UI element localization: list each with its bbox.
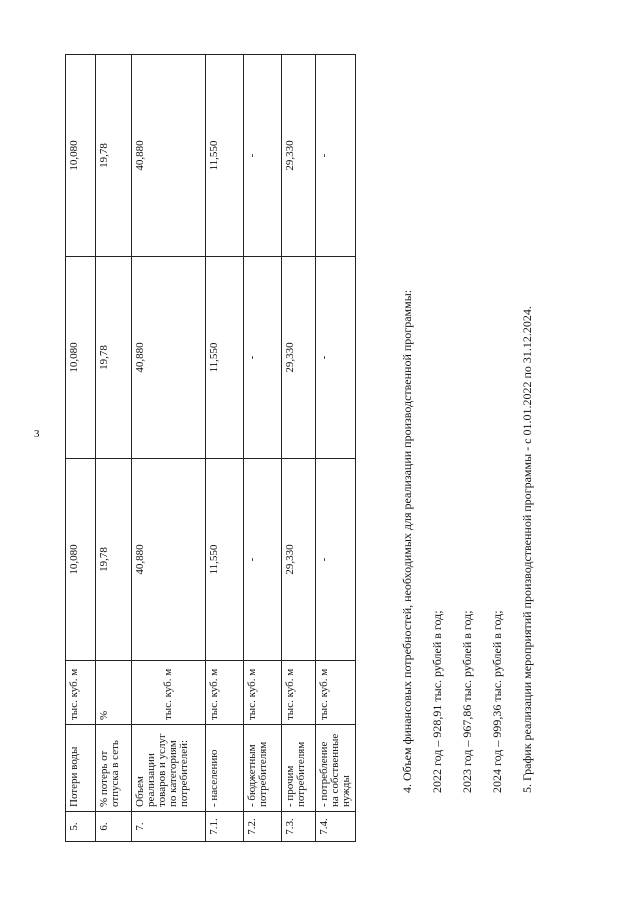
financial-line-2023: 2023 год – 967,86 тыс. рублей в год; <box>460 610 474 793</box>
production-program-table <box>65 54 356 842</box>
row-unit: тыс. куб. м <box>132 661 206 725</box>
row-number: 7.2. <box>244 812 282 842</box>
value-2022: 11,550 <box>206 459 244 661</box>
row-unit: тыс. куб. м <box>244 661 282 725</box>
row-indicator: - потребление на собственные нужды <box>316 725 356 812</box>
row-indicator: % потерь от отпуска в сеть <box>96 725 132 812</box>
row-number: 7.1. <box>206 812 244 842</box>
value-2022: 10,080 <box>66 459 96 661</box>
financial-line-2024: 2024 год – 999,36 тыс. рублей в год; <box>490 610 504 793</box>
page-number: 3 <box>34 428 40 440</box>
value-2023: 19,78 <box>96 257 132 459</box>
table-row <box>206 55 244 842</box>
row-number: 7.4. <box>316 812 356 842</box>
row-unit: тыс. куб. м <box>206 661 244 725</box>
program-text <box>400 33 535 793</box>
value-2022: 40,880 <box>132 459 206 661</box>
row-indicator: - прочим потребителям <box>282 725 316 812</box>
value-2023: - <box>244 257 282 459</box>
row-indicator: Потери воды <box>66 725 96 812</box>
value-2024: 40,880 <box>132 55 206 257</box>
table-row <box>132 55 206 842</box>
value-2022: - <box>244 459 282 661</box>
value-2024: 29,330 <box>282 55 316 257</box>
value-2022: 19,78 <box>96 459 132 661</box>
value-2024: 10,080 <box>66 55 96 257</box>
value-2024: 19,78 <box>96 55 132 257</box>
schedule-paragraph: 5. График реализации мероприятий производственной программы - с 01.01.2022 по 31.12.2024. <box>520 306 534 793</box>
value-2022: - <box>316 459 356 661</box>
row-number: 7.3. <box>282 812 316 842</box>
value-2023: 11,550 <box>206 257 244 459</box>
row-unit: % <box>96 661 132 725</box>
financial-line-2022: 2022 год – 928,91 тыс. рублей в год; <box>430 610 444 793</box>
table-row <box>66 55 96 842</box>
row-number: 6. <box>96 812 132 842</box>
row-unit: тыс. куб. м <box>316 661 356 725</box>
financial-needs-heading: 4. Объем финансовых потребностей, необходимых для реализации производственной программы: <box>400 289 414 793</box>
value-2023: 40,880 <box>132 257 206 459</box>
value-2024: - <box>244 55 282 257</box>
table-row <box>316 55 356 842</box>
value-2023: 29,330 <box>282 257 316 459</box>
table-row <box>282 55 316 842</box>
row-indicator: - населению <box>206 725 244 812</box>
row-unit: тыс. куб. м <box>66 661 96 725</box>
table-row <box>96 55 132 842</box>
value-2022: 29,330 <box>282 459 316 661</box>
value-2024: - <box>316 55 356 257</box>
row-indicator: Объем реализации товаров и услуг по категориям потребителей: <box>132 725 206 812</box>
row-indicator: - бюджетным потребителям <box>244 725 282 812</box>
value-2024: 11,550 <box>206 55 244 257</box>
row-number: 5. <box>66 812 96 842</box>
row-number: 7. <box>132 812 206 842</box>
value-2023: - <box>316 257 356 459</box>
value-2023: 10,080 <box>66 257 96 459</box>
table-row <box>244 55 282 842</box>
row-unit: тыс. куб. м <box>282 661 316 725</box>
